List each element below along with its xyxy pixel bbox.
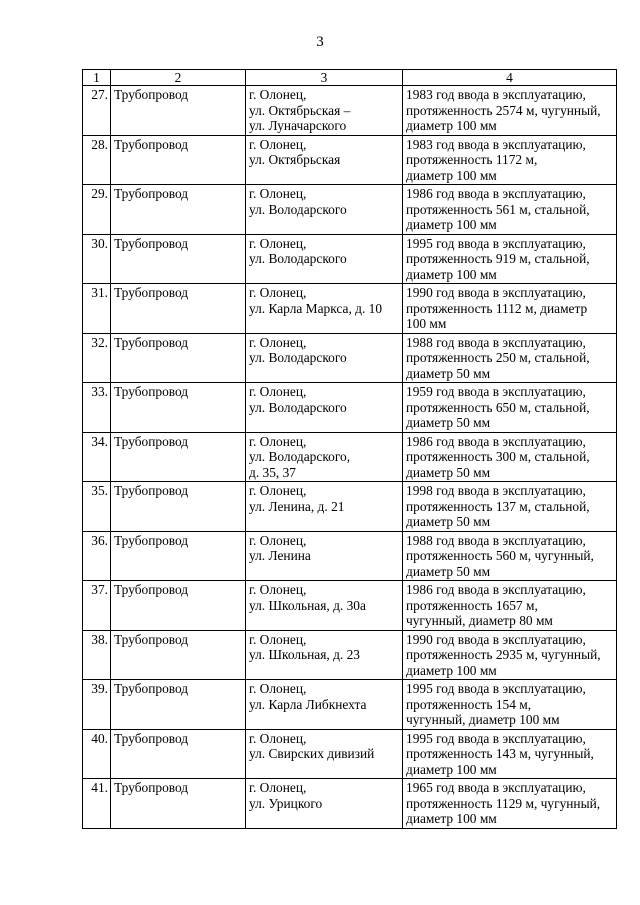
address-line: г. Олонец, (249, 285, 307, 300)
header-col-4: 4 (403, 70, 617, 86)
description-line: 1983 год ввода в эксплуатацию, (406, 136, 586, 152)
row-number: 29. (83, 185, 111, 235)
description-line: чугунный, диаметр 100 мм (406, 712, 560, 727)
description-line: 1986 год ввода в эксплуатацию, (406, 186, 586, 201)
object-name: Трубопровод (111, 333, 246, 383)
description-line: протяженность 1112 м, диаметр (406, 300, 588, 316)
address-line: г. Олонец, (249, 186, 307, 201)
object-address (246, 185, 403, 235)
address-line: ул. Школьная, д. 30а (249, 597, 366, 613)
address-line: ул. Октябрьская – (249, 102, 351, 118)
row-number: 27. (83, 86, 111, 136)
object-name: Трубопровод (111, 680, 246, 730)
description-line: диаметр 100 мм (406, 118, 497, 133)
address-line: ул. Володарского (249, 399, 347, 415)
header-col-1: 1 (83, 70, 111, 86)
header-row (83, 70, 617, 86)
description-line: диаметр 50 мм (406, 415, 491, 430)
address-line: ул. Урицкого (249, 795, 323, 811)
table-row (83, 482, 617, 532)
registry-table (82, 69, 617, 829)
object-address (246, 581, 403, 631)
object-description (403, 482, 617, 532)
row-number: 31. (83, 284, 111, 334)
description-line: диаметр 100 мм (406, 167, 497, 183)
row-number: 40. (83, 729, 111, 779)
address-line: г. Олонец, (249, 136, 307, 152)
object-address (246, 729, 403, 779)
table-row (83, 383, 617, 433)
object-name: Трубопровод (111, 729, 246, 779)
address-line: ул. Школьная, д. 23 (249, 647, 360, 662)
description-line: 1986 год ввода в эксплуатацию, (406, 582, 586, 597)
address-line: г. Олонец, (249, 433, 307, 449)
table-row (83, 135, 617, 185)
object-address (246, 234, 403, 284)
object-address (246, 779, 403, 829)
object-name: Трубопровод (111, 779, 246, 829)
table-row (83, 779, 617, 829)
object-name: Трубопровод (111, 86, 246, 136)
description-line: протяженность 1172 м, (406, 152, 538, 167)
table-row (83, 432, 617, 482)
description-line: протяженность 2574 м, чугунный, (406, 102, 601, 118)
table-body (83, 86, 617, 829)
object-name: Трубопровод (111, 284, 246, 334)
description-line: диаметр 50 мм (406, 464, 491, 480)
description-line: 1983 год ввода в эксплуатацию, (406, 87, 586, 102)
description-line: протяженность 650 м, стальной, (406, 399, 590, 415)
address-line: г. Олонец, (249, 334, 307, 350)
object-description (403, 729, 617, 779)
description-line: протяженность 137 м, стальной, (406, 498, 590, 514)
header-col-3: 3 (246, 70, 403, 86)
object-description (403, 86, 617, 136)
description-line: 1995 год ввода в эксплуатацию, (406, 235, 586, 251)
object-address (246, 333, 403, 383)
address-line: ул. Луначарского (249, 118, 347, 133)
address-line: г. Олонец, (249, 631, 307, 647)
description-line: 1965 год ввода в эксплуатацию, (406, 780, 586, 795)
address-line: г. Олонец, (249, 483, 307, 498)
object-description (403, 630, 617, 680)
address-line: ул. Октябрьская (249, 152, 341, 167)
description-line: диаметр 100 мм (406, 266, 497, 282)
address-line: г. Олонец, (249, 582, 307, 597)
object-name: Трубопровод (111, 531, 246, 581)
address-line: д. 35, 37 (249, 464, 296, 480)
object-address (246, 680, 403, 730)
object-address (246, 86, 403, 136)
row-number: 37. (83, 581, 111, 631)
object-description (403, 185, 617, 235)
table-row (83, 630, 617, 680)
address-line: г. Олонец, (249, 532, 307, 548)
row-number: 39. (83, 680, 111, 730)
object-name: Трубопровод (111, 185, 246, 235)
table-row (83, 234, 617, 284)
description-line: диаметр 50 мм (406, 563, 491, 579)
table-row (83, 581, 617, 631)
table-row (83, 680, 617, 730)
address-line: г. Олонец, (249, 730, 307, 746)
object-name: Трубопровод (111, 581, 246, 631)
address-line: ул. Володарского, (249, 449, 351, 464)
object-name: Трубопровод (111, 630, 246, 680)
header-col-2: 2 (111, 70, 246, 86)
address-line: ул. Карла Либкнехта (249, 696, 367, 712)
object-address (246, 284, 403, 334)
description-line: протяженность 2935 м, чугунный, (406, 647, 601, 662)
description-line: диаметр 100 мм (406, 217, 497, 232)
description-line: диаметр 100 мм (406, 662, 497, 678)
table-row (83, 284, 617, 334)
description-line: 1986 год ввода в эксплуатацию, (406, 433, 586, 449)
description-line: 1990 год ввода в эксплуатацию, (406, 285, 586, 300)
address-line: ул. Володарского (249, 201, 347, 217)
address-line: г. Олонец, (249, 780, 307, 795)
object-description (403, 284, 617, 334)
row-number: 33. (83, 383, 111, 433)
description-line: 100 мм (406, 316, 447, 331)
row-number: 38. (83, 630, 111, 680)
description-line: диаметр 50 мм (406, 365, 491, 381)
description-line: 1998 год ввода в эксплуатацию, (406, 483, 586, 498)
address-line: ул. Володарского (249, 251, 347, 266)
row-number: 41. (83, 779, 111, 829)
description-line: протяженность 561 м, стальной, (406, 201, 590, 217)
description-line: протяженность 1657 м, (406, 597, 538, 613)
object-address (246, 531, 403, 581)
description-line: протяженность 154 м, (406, 696, 532, 712)
address-line: г. Олонец, (249, 681, 307, 696)
description-line: 1995 год ввода в эксплуатацию, (406, 681, 586, 696)
description-line: диаметр 100 мм (406, 761, 497, 777)
object-description (403, 581, 617, 631)
address-line: ул. Володарского (249, 350, 347, 365)
address-line: ул. Ленина (249, 548, 311, 563)
object-address (246, 432, 403, 482)
description-line: протяженность 300 м, стальной, (406, 449, 590, 464)
description-line: протяженность 143 м, чугунный, (406, 746, 594, 761)
object-description (403, 779, 617, 829)
description-line: протяженность 250 м, стальной, (406, 350, 590, 365)
table-row (83, 185, 617, 235)
table-row (83, 729, 617, 779)
object-description (403, 234, 617, 284)
object-address (246, 135, 403, 185)
description-line: 1988 год ввода в эксплуатацию, (406, 334, 586, 350)
object-name: Трубопровод (111, 234, 246, 284)
table-row (83, 86, 617, 136)
table-row (83, 333, 617, 383)
object-description (403, 432, 617, 482)
description-line: диаметр 100 мм (406, 811, 497, 826)
row-number: 32. (83, 333, 111, 383)
description-line: 1959 год ввода в эксплуатацию, (406, 384, 586, 399)
object-name: Трубопровод (111, 432, 246, 482)
object-name: Трубопровод (111, 482, 246, 532)
description-line: протяженность 1129 м, чугунный, (406, 795, 601, 811)
row-number: 30. (83, 234, 111, 284)
address-line: ул. Ленина, д. 21 (249, 498, 345, 514)
address-line: ул. Свирских дивизий (249, 746, 375, 761)
object-name: Трубопровод (111, 383, 246, 433)
description-line: диаметр 50 мм (406, 514, 491, 529)
address-line: г. Олонец, (249, 384, 307, 399)
address-line: ул. Карла Маркса, д. 10 (249, 300, 383, 316)
object-description (403, 531, 617, 581)
description-line: протяженность 560 м, чугунный, (406, 548, 594, 563)
description-line: протяженность 919 м, стальной, (406, 251, 590, 266)
table-row (83, 531, 617, 581)
description-line: 1988 год ввода в эксплуатацию, (406, 532, 586, 548)
object-description (403, 135, 617, 185)
row-number: 36. (83, 531, 111, 581)
description-line: 1990 год ввода в эксплуатацию, (406, 631, 586, 647)
page-number: 3 (316, 34, 324, 50)
object-description (403, 333, 617, 383)
object-description (403, 383, 617, 433)
address-line: г. Олонец, (249, 87, 307, 102)
object-address (246, 482, 403, 532)
row-number: 35. (83, 482, 111, 532)
row-number: 28. (83, 135, 111, 185)
object-name: Трубопровод (111, 135, 246, 185)
description-line: 1995 год ввода в эксплуатацию, (406, 730, 586, 746)
table-header (83, 70, 617, 86)
object-address (246, 383, 403, 433)
description-line: чугунный, диаметр 80 мм (406, 613, 553, 628)
object-description (403, 680, 617, 730)
object-address (246, 630, 403, 680)
row-number: 34. (83, 432, 111, 482)
address-line: г. Олонец, (249, 235, 307, 251)
